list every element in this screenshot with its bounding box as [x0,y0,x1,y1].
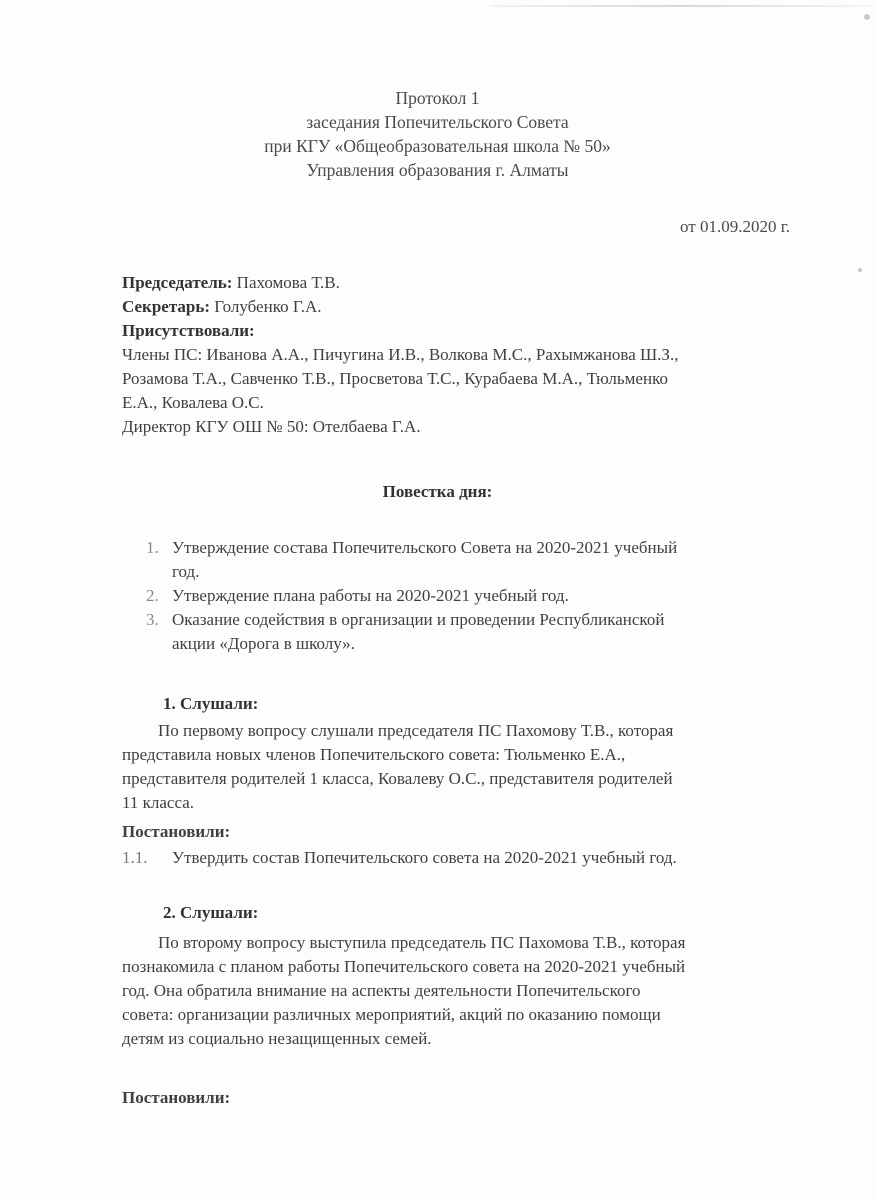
title-line-school: при КГУ «Общеобразовательная школа № 50» [264,136,611,156]
agenda-item [146,584,786,608]
section-2-line: год. Она обратила внимание на аспекты деятельности Попечительского [122,981,641,1000]
chairman-line [122,271,782,295]
section-2-line: познакомила с планом работы Попечительского совета на 2020-2021 учебный [122,957,686,976]
agenda-item-text: Оказание содействия в организации и проведении Республиканской [172,610,665,629]
section-1-body [122,719,782,815]
agenda-item [146,536,786,584]
section-2-body [122,931,782,1051]
chairman-label: Председатель: [122,273,233,292]
document-date: от 01.09.2020 г. [679,217,790,236]
section-2-line: совета: организации различных мероприятий, акций по оказанию помощи [122,1005,661,1024]
attendees-line: Е.А., Ковалева О.С. [122,393,264,412]
participants-block [122,271,782,439]
secretary-label: Секретарь: [122,297,210,316]
title-line-department: Управления образования г. Алматы [306,160,569,180]
agenda-list [146,536,786,656]
resolution-text: Утвердить состав Попечительского совета на 2020-2021 учебный год. [172,848,677,867]
agenda-item-number: 2. [146,586,159,605]
section-1-line: представила новых членов Попечительского совета: Тюльменко Е.А., [122,745,626,764]
document-title-block [0,86,875,182]
section-1-resolved-label: Постановили: [122,822,231,841]
agenda-title: Повестка дня: [382,482,493,501]
section-2-heading: 2. Слушали: [163,903,259,922]
title-line-protocol: Протокол 1 [395,88,480,108]
resolution-number: 1.1. [122,848,148,867]
agenda-item-text: Утверждение состава Попечительского Совета на 2020-2021 учебный [172,538,678,557]
director-line: Директор КГУ ОШ № 50: Отелбаева Г.А. [122,417,421,436]
secretary-line [122,295,782,319]
attendees-label: Присутствовали: [122,321,255,340]
resolution-item [122,848,677,868]
section-2-resolved-label: Постановили: [122,1088,231,1107]
section-2-line: детям из социально незащищенных семей. [122,1029,432,1048]
agenda-item-text: год. [172,562,200,581]
agenda-item-number: 3. [146,610,159,629]
attendees-line: Розамова Т.А., Савченко Т.В., Просветова Т.С., Курабаева М.А., Тюльменко [122,369,668,388]
section-2-line: По второму вопросу выступила председатель ПС Пахомова Т.В., которая [158,933,686,952]
scan-artifact-dot [858,268,862,272]
agenda-item-text: акции «Дорога в школу». [172,634,355,653]
agenda-item [146,608,786,656]
agenda-item-text: Утверждение плана работы на 2020-2021 учебный год. [172,586,569,605]
secretary-value: Голубенко Г.А. [214,297,322,316]
section-1-heading: 1. Слушали: [163,694,259,713]
agenda-item-number: 1. [146,538,159,557]
section-1-line: представителя родителей 1 класса, Ковалеву О.С., представителя родителей [122,769,673,788]
section-1-line: По первому вопросу слушали председателя ПС Пахомову Т.В., которая [158,721,674,740]
scan-artifact-dot [864,14,870,20]
title-line-meeting: заседания Попечительского Совета [306,112,569,132]
chairman-value: Пахомова Т.В. [236,273,340,292]
scan-artifact-line [490,5,870,7]
attendees-line: Члены ПС: Иванова А.А., Пичугина И.В., Волкова М.С., Рахымжанова Ш.З., [122,345,679,364]
section-1-line: 11 класса. [122,793,195,812]
